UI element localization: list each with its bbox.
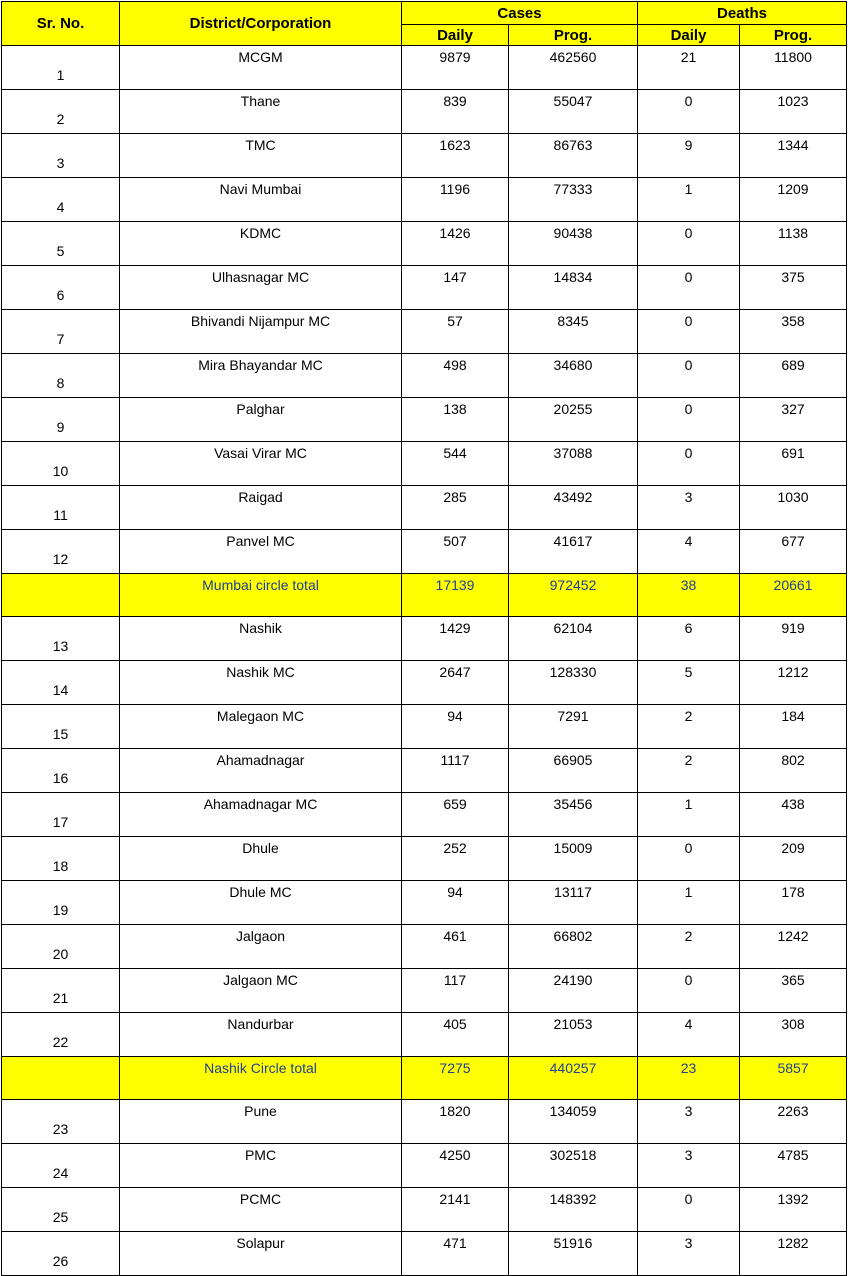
cell-cases-daily: 507 [402, 530, 509, 574]
cell-district: MCGM [120, 46, 402, 90]
cell-cases-daily: 9879 [402, 46, 509, 90]
cell-deaths-daily: 38 [638, 574, 740, 617]
header-deaths-daily: Daily [638, 25, 740, 46]
cell-deaths-prog: 20661 [740, 574, 847, 617]
cell-sr-no [2, 1057, 120, 1100]
cell-cases-prog: 128330 [509, 661, 638, 705]
cell-cases-daily: 4250 [402, 1144, 509, 1188]
cell-deaths-prog: 5857 [740, 1057, 847, 1100]
cell-cases-daily: 94 [402, 881, 509, 925]
table-row [2, 134, 847, 178]
cell-deaths-daily: 21 [638, 46, 740, 90]
cell-deaths-daily: 2 [638, 705, 740, 749]
table-row [2, 1013, 847, 1057]
cell-cases-prog: 462560 [509, 46, 638, 90]
cell-district: Pune [120, 1100, 402, 1144]
cell-district: Mumbai circle total [120, 574, 402, 617]
cell-district: Ulhasnagar MC [120, 266, 402, 310]
cell-sr-no: 18 [2, 837, 120, 881]
cell-cases-daily: 138 [402, 398, 509, 442]
table-row [2, 310, 847, 354]
cell-deaths-prog: 184 [740, 705, 847, 749]
cell-deaths-prog: 1392 [740, 1188, 847, 1232]
cell-sr-no: 23 [2, 1100, 120, 1144]
cell-deaths-prog: 1030 [740, 486, 847, 530]
cell-deaths-daily: 0 [638, 837, 740, 881]
cell-district: Malegaon MC [120, 705, 402, 749]
header-deaths: Deaths [638, 2, 847, 25]
cell-cases-daily: 839 [402, 90, 509, 134]
cell-cases-prog: 66905 [509, 749, 638, 793]
cell-cases-daily: 471 [402, 1232, 509, 1276]
cell-deaths-prog: 209 [740, 837, 847, 881]
cell-district: Ahamadnagar [120, 749, 402, 793]
cell-sr-no: 9 [2, 398, 120, 442]
table-row [2, 46, 847, 90]
cell-deaths-prog: 691 [740, 442, 847, 486]
cell-deaths-daily: 4 [638, 530, 740, 574]
cell-deaths-prog: 375 [740, 266, 847, 310]
cell-sr-no: 26 [2, 1232, 120, 1276]
cell-deaths-prog: 919 [740, 617, 847, 661]
cell-deaths-prog: 802 [740, 749, 847, 793]
cell-district: Vasai Virar MC [120, 442, 402, 486]
cell-deaths-daily: 6 [638, 617, 740, 661]
cell-deaths-prog: 689 [740, 354, 847, 398]
cell-district: Jalgaon MC [120, 969, 402, 1013]
cell-deaths-prog: 1138 [740, 222, 847, 266]
cell-cases-prog: 440257 [509, 1057, 638, 1100]
cell-deaths-daily: 1 [638, 178, 740, 222]
cell-cases-daily: 1426 [402, 222, 509, 266]
cell-cases-daily: 17139 [402, 574, 509, 617]
table-row [2, 617, 847, 661]
cell-district: Ahamadnagar MC [120, 793, 402, 837]
cell-cases-daily: 659 [402, 793, 509, 837]
cell-sr-no: 10 [2, 442, 120, 486]
cell-cases-prog: 7291 [509, 705, 638, 749]
header-cases-daily: Daily [402, 25, 509, 46]
cell-cases-prog: 15009 [509, 837, 638, 881]
cell-sr-no: 21 [2, 969, 120, 1013]
cell-district: TMC [120, 134, 402, 178]
cell-cases-prog: 34680 [509, 354, 638, 398]
cell-cases-prog: 37088 [509, 442, 638, 486]
district-table-container [1, 1, 846, 1276]
cell-sr-no: 8 [2, 354, 120, 398]
cell-cases-daily: 147 [402, 266, 509, 310]
cell-cases-prog: 8345 [509, 310, 638, 354]
table-row [2, 793, 847, 837]
cell-district: Nashik [120, 617, 402, 661]
cell-cases-prog: 66802 [509, 925, 638, 969]
cell-district: Bhivandi Nijampur MC [120, 310, 402, 354]
table-row [2, 881, 847, 925]
cell-deaths-daily: 3 [638, 486, 740, 530]
cell-cases-prog: 55047 [509, 90, 638, 134]
cell-deaths-daily: 0 [638, 398, 740, 442]
cell-sr-no: 3 [2, 134, 120, 178]
cell-sr-no: 24 [2, 1144, 120, 1188]
cell-cases-daily: 2647 [402, 661, 509, 705]
cell-deaths-prog: 1344 [740, 134, 847, 178]
cell-deaths-daily: 4 [638, 1013, 740, 1057]
cell-cases-prog: 14834 [509, 266, 638, 310]
cell-deaths-daily: 3 [638, 1100, 740, 1144]
cell-cases-daily: 405 [402, 1013, 509, 1057]
cell-sr-no: 5 [2, 222, 120, 266]
header-district: District/Corporation [120, 2, 402, 46]
cell-deaths-prog: 1209 [740, 178, 847, 222]
cell-cases-daily: 285 [402, 486, 509, 530]
cell-cases-daily: 57 [402, 310, 509, 354]
cell-cases-prog: 24190 [509, 969, 638, 1013]
cell-cases-daily: 461 [402, 925, 509, 969]
table-row [2, 969, 847, 1013]
cell-deaths-daily: 2 [638, 749, 740, 793]
header-cases-prog: Prog. [509, 25, 638, 46]
cell-sr-no: 1 [2, 46, 120, 90]
cell-deaths-prog: 4785 [740, 1144, 847, 1188]
cell-sr-no: 25 [2, 1188, 120, 1232]
cell-cases-prog: 972452 [509, 574, 638, 617]
cell-district: Jalgaon [120, 925, 402, 969]
cell-deaths-daily: 0 [638, 222, 740, 266]
cell-cases-prog: 90438 [509, 222, 638, 266]
cell-deaths-prog: 308 [740, 1013, 847, 1057]
table-row [2, 1144, 847, 1188]
total-row [2, 574, 847, 617]
cell-cases-prog: 20255 [509, 398, 638, 442]
cell-cases-daily: 1196 [402, 178, 509, 222]
cell-cases-daily: 117 [402, 969, 509, 1013]
cell-sr-no: 22 [2, 1013, 120, 1057]
cell-sr-no: 11 [2, 486, 120, 530]
cell-deaths-daily: 0 [638, 90, 740, 134]
cell-district: Dhule MC [120, 881, 402, 925]
cell-sr-no: 15 [2, 705, 120, 749]
cell-district: Raigad [120, 486, 402, 530]
table-row [2, 837, 847, 881]
table-row [2, 178, 847, 222]
cell-deaths-daily: 0 [638, 266, 740, 310]
cell-sr-no: 13 [2, 617, 120, 661]
cell-district: Palghar [120, 398, 402, 442]
cell-deaths-prog: 1023 [740, 90, 847, 134]
cell-deaths-daily: 0 [638, 1188, 740, 1232]
cell-deaths-daily: 0 [638, 354, 740, 398]
cell-cases-daily: 2141 [402, 1188, 509, 1232]
table-row [2, 398, 847, 442]
table-row [2, 90, 847, 134]
cell-cases-prog: 77333 [509, 178, 638, 222]
cell-sr-no: 2 [2, 90, 120, 134]
table-row [2, 222, 847, 266]
cell-deaths-daily: 3 [638, 1144, 740, 1188]
cell-sr-no: 6 [2, 266, 120, 310]
covid-district-table [1, 1, 847, 1276]
cell-deaths-prog: 178 [740, 881, 847, 925]
cell-sr-no: 19 [2, 881, 120, 925]
cell-deaths-prog: 365 [740, 969, 847, 1013]
cell-deaths-daily: 3 [638, 1232, 740, 1276]
cell-district: PMC [120, 1144, 402, 1188]
table-body [2, 46, 847, 1276]
cell-district: PCMC [120, 1188, 402, 1232]
cell-sr-no: 16 [2, 749, 120, 793]
cell-district: Nandurbar [120, 1013, 402, 1057]
cell-deaths-daily: 0 [638, 442, 740, 486]
cell-district: Mira Bhayandar MC [120, 354, 402, 398]
cell-cases-prog: 86763 [509, 134, 638, 178]
cell-deaths-daily: 2 [638, 925, 740, 969]
cell-cases-daily: 544 [402, 442, 509, 486]
cell-sr-no: 4 [2, 178, 120, 222]
cell-sr-no: 14 [2, 661, 120, 705]
cell-deaths-daily: 0 [638, 969, 740, 1013]
cell-cases-prog: 62104 [509, 617, 638, 661]
table-row [2, 486, 847, 530]
cell-sr-no: 20 [2, 925, 120, 969]
cell-deaths-prog: 2263 [740, 1100, 847, 1144]
cell-deaths-prog: 358 [740, 310, 847, 354]
cell-cases-prog: 43492 [509, 486, 638, 530]
cell-district: Thane [120, 90, 402, 134]
header-deaths-prog: Prog. [740, 25, 847, 46]
table-row [2, 749, 847, 793]
cell-district: Navi Mumbai [120, 178, 402, 222]
cell-deaths-daily: 23 [638, 1057, 740, 1100]
total-row [2, 1057, 847, 1100]
cell-cases-daily: 1117 [402, 749, 509, 793]
header-cases: Cases [402, 2, 638, 25]
table-row [2, 442, 847, 486]
cell-cases-prog: 302518 [509, 1144, 638, 1188]
cell-cases-daily: 498 [402, 354, 509, 398]
table-row [2, 661, 847, 705]
cell-cases-daily: 1429 [402, 617, 509, 661]
cell-cases-daily: 252 [402, 837, 509, 881]
cell-district: Nashik Circle total [120, 1057, 402, 1100]
cell-district: Solapur [120, 1232, 402, 1276]
cell-sr-no: 7 [2, 310, 120, 354]
cell-deaths-prog: 11800 [740, 46, 847, 90]
cell-district: Dhule [120, 837, 402, 881]
table-row [2, 266, 847, 310]
cell-district: KDMC [120, 222, 402, 266]
cell-deaths-prog: 327 [740, 398, 847, 442]
cell-cases-prog: 35456 [509, 793, 638, 837]
header-sr-no: Sr. No. [2, 2, 120, 46]
cell-deaths-daily: 1 [638, 793, 740, 837]
header-row-top [2, 2, 847, 25]
cell-deaths-prog: 1242 [740, 925, 847, 969]
cell-deaths-prog: 677 [740, 530, 847, 574]
cell-cases-prog: 148392 [509, 1188, 638, 1232]
table-row [2, 1188, 847, 1232]
cell-deaths-prog: 1212 [740, 661, 847, 705]
cell-sr-no: 17 [2, 793, 120, 837]
table-row [2, 705, 847, 749]
cell-cases-daily: 7275 [402, 1057, 509, 1100]
cell-cases-daily: 94 [402, 705, 509, 749]
cell-deaths-prog: 1282 [740, 1232, 847, 1276]
cell-deaths-daily: 9 [638, 134, 740, 178]
cell-deaths-prog: 438 [740, 793, 847, 837]
cell-deaths-daily: 0 [638, 310, 740, 354]
table-row [2, 925, 847, 969]
cell-sr-no: 12 [2, 530, 120, 574]
cell-cases-prog: 134059 [509, 1100, 638, 1144]
table-row [2, 1100, 847, 1144]
table-row [2, 1232, 847, 1276]
table-row [2, 354, 847, 398]
cell-cases-prog: 13117 [509, 881, 638, 925]
cell-sr-no [2, 574, 120, 617]
cell-deaths-daily: 5 [638, 661, 740, 705]
cell-cases-prog: 41617 [509, 530, 638, 574]
cell-district: Panvel MC [120, 530, 402, 574]
cell-cases-prog: 21053 [509, 1013, 638, 1057]
cell-cases-daily: 1623 [402, 134, 509, 178]
cell-cases-daily: 1820 [402, 1100, 509, 1144]
cell-deaths-daily: 1 [638, 881, 740, 925]
cell-district: Nashik MC [120, 661, 402, 705]
table-row [2, 530, 847, 574]
cell-cases-prog: 51916 [509, 1232, 638, 1276]
